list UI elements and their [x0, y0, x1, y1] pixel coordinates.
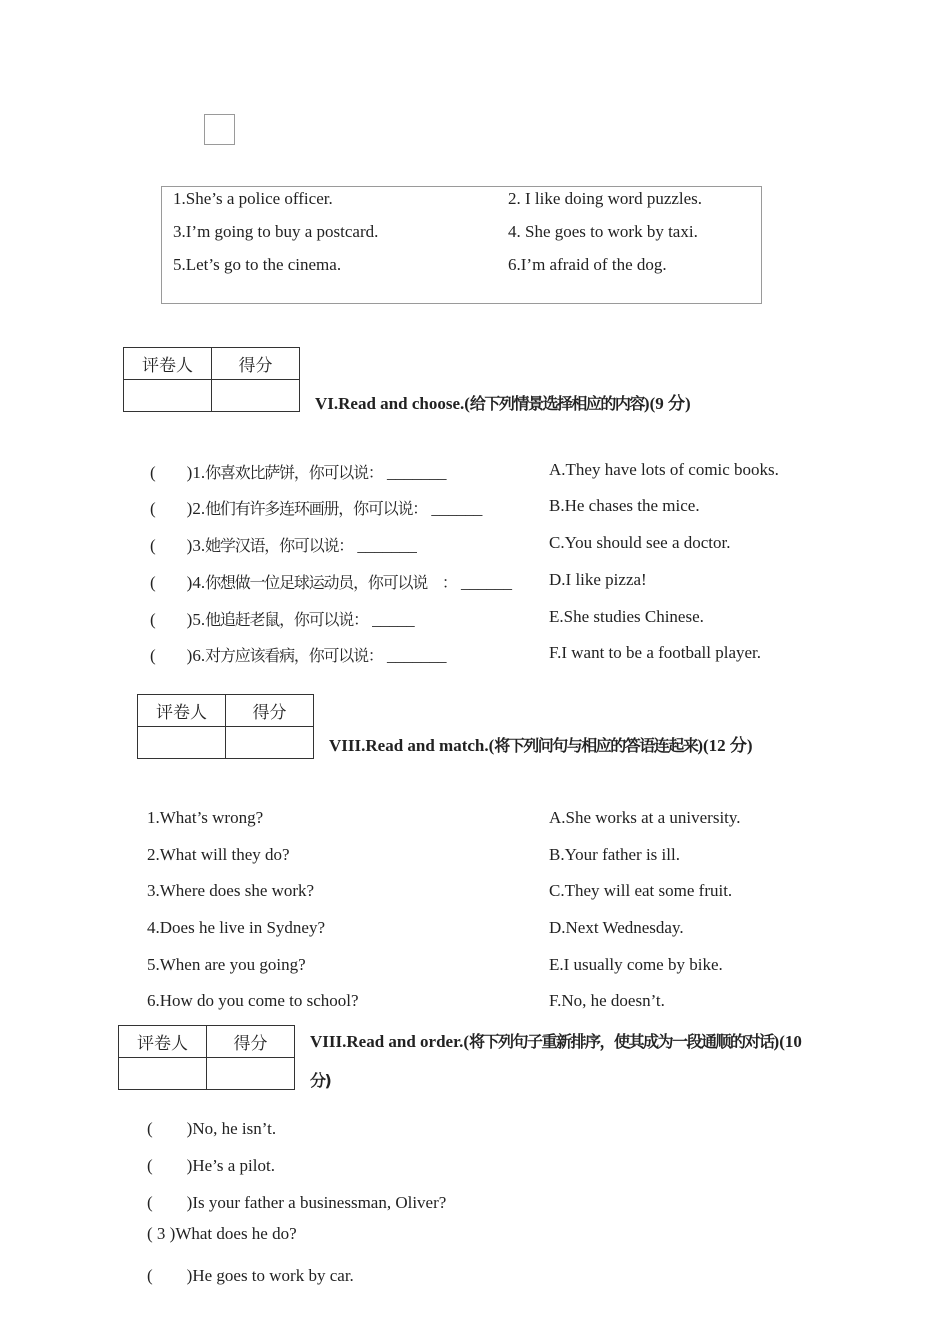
question-item: ( )3.她学汉语，你可以说： _______: [150, 536, 417, 555]
order-item: ( )He goes to work by car.: [147, 1266, 354, 1285]
match-question: 5.When are you going?: [147, 955, 306, 974]
match-question: 6.How do you come to school?: [147, 991, 359, 1010]
reviewer-cell[interactable]: [124, 380, 212, 412]
score-cell[interactable]: [212, 380, 300, 412]
grade-table-8b: [118, 1025, 295, 1090]
match-answer: D.Next Wednesday.: [549, 918, 684, 937]
answer-option: B.He chases the mice.: [549, 496, 700, 515]
answer-blank[interactable]: _______: [386, 463, 447, 482]
reviewer-label: 评卷人: [119, 1026, 207, 1058]
answer-option: F.I want to be a football player.: [549, 643, 762, 662]
question-item: ( )6.对方应该看病，你可以说： _______: [150, 646, 447, 665]
reviewer-label: 评卷人: [138, 695, 226, 727]
reviewer-cell[interactable]: [138, 727, 226, 759]
answer-blank[interactable]: ______: [460, 573, 512, 592]
order-slot[interactable]: ( ): [147, 1156, 193, 1175]
match-answer: F.No, he doesn’t.: [549, 991, 665, 1010]
section-6-title: VI.Read and choose.(给下列情景选择相应的内容)(9 分): [315, 394, 691, 413]
answer-blank[interactable]: _______: [357, 536, 417, 555]
question-item: ( )1.你喜欢比萨饼，你可以说： _______: [150, 463, 447, 482]
score-cell[interactable]: [226, 727, 314, 759]
match-question: 4.Does he live in Sydney?: [147, 918, 325, 937]
question-item: ( )5.他追赶老鼠，你可以说： _____: [150, 610, 415, 629]
answer-option: A.They have lots of comic books.: [549, 460, 779, 479]
score-label: 得分: [226, 695, 314, 727]
order-slot[interactable]: ( ): [147, 1119, 193, 1138]
match-answer: E.I usually come by bike.: [549, 955, 723, 974]
match-question: 2.What will they do?: [147, 845, 290, 864]
match-question: 3.Where does she work?: [147, 881, 315, 900]
score-label: 得分: [212, 348, 300, 380]
match-answer: C.They will eat some fruit.: [549, 881, 733, 900]
match-answer: B.Your father is ill.: [549, 845, 680, 864]
answer-option: C.You should see a doctor.: [549, 533, 731, 552]
sentence-3: 3.I’m going to buy a postcard.: [173, 222, 379, 241]
section-8a-title: VIII.Read and match.(将下列问句与相应的答语连起来)(12 分): [329, 736, 753, 755]
sentence-2: 2. I like doing word puzzles.: [508, 189, 703, 208]
answer-blank[interactable]: ______: [431, 499, 483, 518]
section-8b-title: VIII.Read and order.(将下列句子重新排序，使其成为一段通顺的对话)(10: [310, 1032, 802, 1051]
order-slot[interactable]: ( ): [147, 1193, 193, 1212]
score-label: 得分: [207, 1026, 295, 1058]
match-answer: A.She works at a university.: [549, 808, 741, 827]
order-item: ( )He’s a pilot.: [147, 1156, 275, 1175]
order-item: ( )Is your father a businessman, Oliver?: [147, 1193, 447, 1212]
order-slot[interactable]: ( 3 ): [147, 1224, 176, 1243]
order-slot[interactable]: ( ): [147, 1266, 193, 1285]
sentence-4: 4. She goes to work by taxi.: [508, 222, 698, 241]
reviewer-cell[interactable]: [119, 1058, 207, 1090]
empty-box: [204, 114, 235, 145]
question-item: ( )4.你想做一位足球运动员，你可以说 ： ______: [150, 573, 512, 592]
question-item: ( )2.他们有许多连环画册，你可以说： ______: [150, 499, 483, 518]
match-question: 1.What’s wrong?: [147, 808, 264, 827]
reviewer-label: 评卷人: [124, 348, 212, 380]
sentence-6: 6.I’m afraid of the dog.: [508, 255, 667, 274]
answer-option: E.She studies Chinese.: [549, 607, 704, 626]
answer-blank[interactable]: _______: [386, 646, 447, 665]
order-item: ( )No, he isn’t.: [147, 1119, 277, 1138]
answer-option: D.I like pizza!: [549, 570, 647, 589]
grade-table-6: [123, 347, 300, 412]
order-item: ( 3 )What does he do?: [147, 1224, 297, 1243]
answer-blank[interactable]: _____: [372, 610, 415, 629]
score-cell[interactable]: [207, 1058, 295, 1090]
sentence-5: 5.Let’s go to the cinema.: [173, 255, 342, 274]
grade-table-8a: [137, 694, 314, 759]
sentence-1: 1.She’s a police officer.: [173, 189, 333, 208]
section-8b-title-cont: 分): [310, 1071, 331, 1090]
